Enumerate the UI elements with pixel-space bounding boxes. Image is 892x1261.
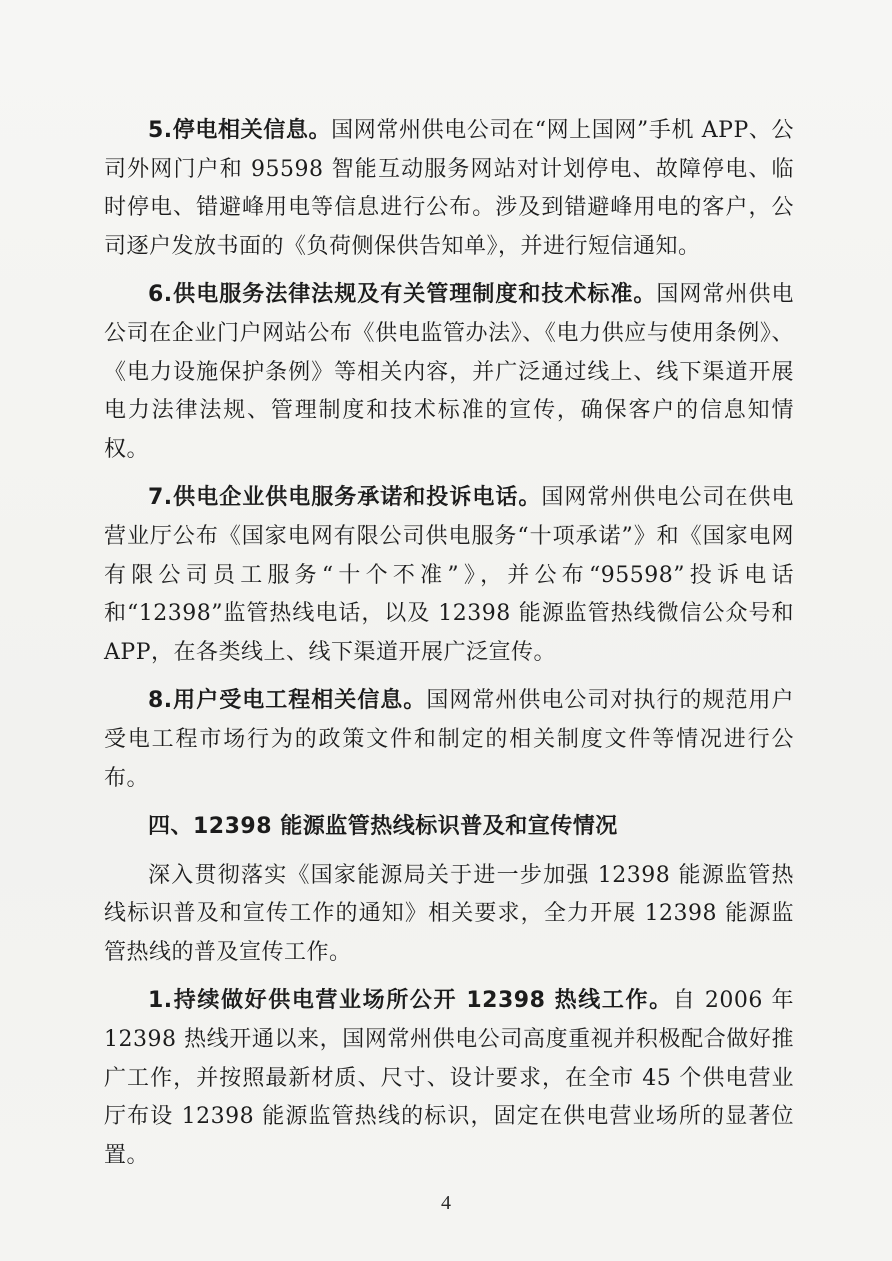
page-number: 4 <box>441 1192 451 1214</box>
item-5-body: 国网常州供电公司在“网上国网”手机 APP、公司外网门户和 95598 智能互动服务网站对计划停电、故障停电、临时停电、错避峰用电等信息进行公布。涉及到错避峰用电的客户，公司逐户发放书面的《负荷侧保供告知单》，并进行短信通知。 <box>104 118 794 259</box>
paragraph-item-8 <box>104 682 794 798</box>
paragraph-section-item-1 <box>104 982 794 1175</box>
item-7-body: 国网常州供电公司在供电营业厅公布《国家电网有限公司供电服务“十项承诺”》和《国家电网有限公司员工服务“十个不准”》，并公布“95598”投诉电话和“12398”监管热线电话，以及 12398 能源监管热线微信公众号和 APP，在各类线上、线下渠道开展广泛宣传。 <box>104 485 794 665</box>
paragraph-item-5 <box>104 112 794 266</box>
item-5-heading: 5.停电相关信息。 <box>148 118 332 143</box>
item-8-heading: 8.用户受电工程相关信息。 <box>148 688 427 714</box>
section-item-1-body: 自 2006 年 12398 热线开通以来，国网常州供电公司高度重视并积极配合做好推广工作，并按照最新材质、尺寸、设计要求，在全市 45 个供电营业厅布设 12398 能源监管热线的标识，固定在供电营业场所的显著位置。 <box>104 988 794 1168</box>
item-6-heading: 6.供电服务法律法规及有关管理制度和技术标准。 <box>148 282 657 308</box>
item-8-body: 国网常州供电公司对执行的规范用户受电工程市场行为的政策文件和制定的相关制度文件等情况进行公布。 <box>104 688 794 791</box>
item-6-body: 国网常州供电公司在企业门户网站公布《供电监管办法》、《电力供应与使用条例》、《电力设施保护条例》等相关内容，并广泛通过线上、线下渠道开展电力法律法规、管理制度和技术标准的宣传，确保客户的信息知情权。 <box>104 282 794 462</box>
document-body <box>104 112 794 1185</box>
paragraph-item-7 <box>104 479 794 672</box>
item-7-heading: 7.供电企业供电服务承诺和投诉电话。 <box>148 485 542 511</box>
paragraph-item-6 <box>104 276 794 469</box>
section-title: 四、12398 能源监管热线标识普及和宣传情况 <box>148 814 618 840</box>
section-item-1-heading: 1.持续做好供电营业场所公开 12398 热线工作。 <box>148 988 673 1014</box>
section-intro: 深入贯彻落实《国家能源局关于进一步加强 12398 能源监管热线标识普及和宣传工作的通知》相关要求，全力开展 12398 能源监管热线的普及宣传工作。 <box>104 862 794 965</box>
